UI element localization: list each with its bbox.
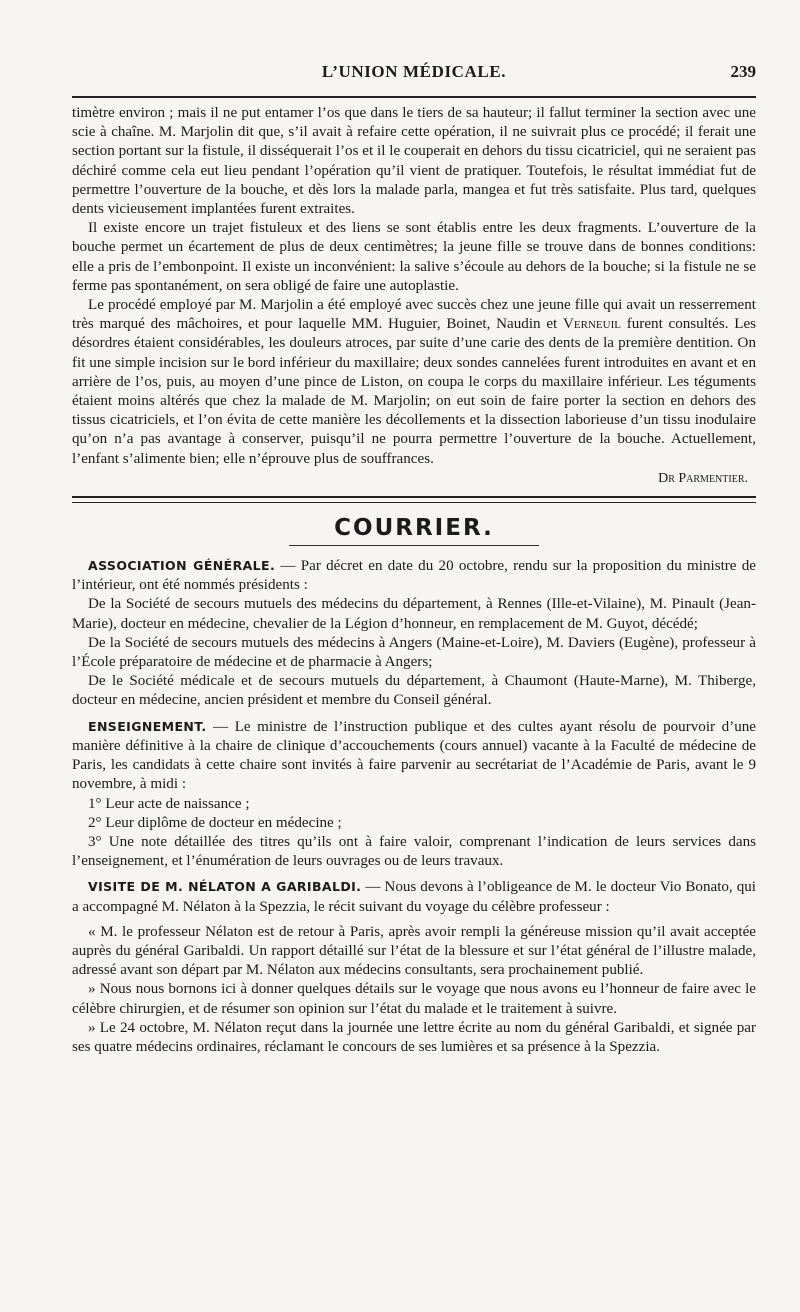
paragraph-3-text-b: furent consultés. Les désordres étaient considérables, les douleurs atroces, par suite d’une carie des dents de la première dentition. On fit une simple incision sur le bord inférieur du maxillaire; deux sondes cannelées furent introduites en avant et en arrière de l’os, puis, au moyen d’une pince de Liston, on coupa le corps du maxillaire inférieur. Les téguments étaient moins altérés que chez la malade de M. Marjolin; on eut soin de faire porter la section en dehors des tissus cicatriciels, et l’on évita de cette manière les décollements et la dissection laborieuse d’un tissu inodulaire qu’on n’a pas avantage à conserver, puisqu’il ne pourra permettre l’ouverture de la bouche. Actuellement, l’enfant s’alimente bien; elle n’éprouve plus de souffrances. xyxy=(72,316,757,467)
continuation-paragraph-1: timètre environ ; mais il ne put entamer l’os que dans le tiers de sa hauteur; il fallut terminer la section avec une scie à chaîne. M. Marjolin dit que, s’il avait à refaire cette opération, il ne suivrait plus ce procédé; il ferait une section portant sur la fistule, il disséquerait l’os et il le couperait en dehors du tissu cicatriciel, qui ne seraient pas déchiré comme cela eut lieu pendant l’opération qu’il vient de pratiquer. Toutefois, le résultat immédiat fut de permettre l’ouverture de la bouche, et dès lors la malade parla, mangea et fut très satisfaite. Plus tard, quelques dents vicieusement implantées furent extraites. xyxy=(72,105,756,218)
surgeon-name-verneuil: Verneuil xyxy=(563,316,621,333)
body-text xyxy=(72,104,756,1058)
page-number: 239 xyxy=(730,62,756,81)
running-title: L’UNION MÉDICALE. xyxy=(321,62,507,81)
author-signature: Dr Parmentier. xyxy=(658,470,748,486)
continuation-paragraph-3 xyxy=(72,296,756,469)
enseignement-paragraph xyxy=(72,717,756,795)
enseignement-list-item-1: 1° Leur acte de naissance ; xyxy=(88,795,250,812)
continuation-paragraph-2: Il existe encore un trajet fistuleux et des liens se sont établis entre les deux fragments. L’ouverture de la bouche permet un écartement de plus de deux centimètres; la jeune fille se trouve dans de bonnes conditions: elle a pris de l’embonpoint. Il existe un inconvénient: la salive s’écoule au dehors de la bouche; si la fistule ne se ferme pas spontanément, on sera obligé de faire une autoplastie. xyxy=(72,220,756,294)
association-paragraph xyxy=(72,556,756,595)
section-title: COURRIER. xyxy=(334,515,494,542)
page-header xyxy=(72,62,756,88)
enseignement-rubric: ENSEIGNEMENT. xyxy=(88,718,207,734)
association-item-chaumont: De le Société médicale et de secours mutuels du département, à Chaumont (Haute-Marne), M. Thiberge, docteur en médecine, ancien président et membre du Conseil général. xyxy=(72,673,756,709)
visite-quote-2: » Nous nous bornons ici à donner quelques détails sur le voyage que nous avons eu l’honneur de faire avec le célèbre chirurgien, et de résumer son opinion sur l’état du malade et le traitement à suivre. xyxy=(72,981,756,1017)
visite-intro: — Nous devons à l’obligeance de M. le docteur Vio Bonato, qui a accompagné M. Nélaton à la Spezzia, le récit suivant du voyage du célèbre professeur : xyxy=(72,879,756,915)
header-rule xyxy=(72,96,756,98)
section-divider xyxy=(72,496,756,503)
paragraph-3-text-a: Le procédé employé par M. Marjolin a été employé avec succès chez une jeune fille qui avait un resserrement très marqué des mâchoires, et pour laquelle MM. Huguier, Boinet, Naudin et xyxy=(72,297,756,333)
visite-quote-1: « M. le professeur Nélaton est de retour à Paris, après avoir rempli la généreuse mission qu’il avait acceptée auprès du général Garibaldi. Un rapport détaillé sur l’état de la blessure et sur l’état général de l’illustre malade, adressé avant son départ par M. Nélaton aux médecins consultants, sera prochainement publié. xyxy=(72,923,756,979)
enseignement-intro: — Le ministre de l’instruction publique et des cultes ayant résolu de pourvoir d’une manière définitive à la chaire de clinique d’accouchements (cours annuel) vacante à la Faculté de médecine de Paris, les candidats à cette chaire sont invités à faire parvenir au secrétariat de l’Académie de Paris, avant le 9 novembre, à midi : xyxy=(72,718,756,793)
association-rubric: ASSOCIATION GÉNÉRALE. xyxy=(88,558,276,574)
association-intro: — Par décret en date du 20 octobre, rendu sur la proposition du ministre de l’intérieur, ont été nommés présidents : xyxy=(72,558,757,594)
visite-rubric: VISITE DE M. NÉLATON A GARIBALDI. xyxy=(88,879,362,895)
visite-paragraph xyxy=(72,877,756,916)
visite-quote-3: » Le 24 octobre, M. Nélaton reçut dans la journée une lettre écrite au nom du général Garibaldi, et signée par ses quatre médecins ordinaires, réclamant le concours de ses lumières et sa présence à la Spezzia. xyxy=(72,1019,756,1055)
title-underline xyxy=(289,545,539,546)
association-item-rennes: De la Société de secours mutuels des médecins du département, à Rennes (Ille-et-Vilaine), M. Pinault (Jean-Marie), docteur en médecine, chevalier de la Légion d’honneur, en remplacement de M. Guyot, décédé; xyxy=(72,596,756,632)
enseignement-list-item-2: 2° Leur diplôme de docteur en médecine ; xyxy=(88,814,342,831)
association-item-angers: De la Société de secours mutuels des médecins à Angers (Maine-et-Loire), M. Daviers (Eugène), professeur à l’École préparatoire de médecine et de pharmacie à Angers; xyxy=(72,634,756,671)
enseignement-list-item-3: 3° Une note détaillée des titres qu’ils ont à faire valoir, comprenant l’indication de leurs services dans l’enseignement, et l’énumération de leurs ouvrages ou de leurs travaux. xyxy=(72,833,756,870)
